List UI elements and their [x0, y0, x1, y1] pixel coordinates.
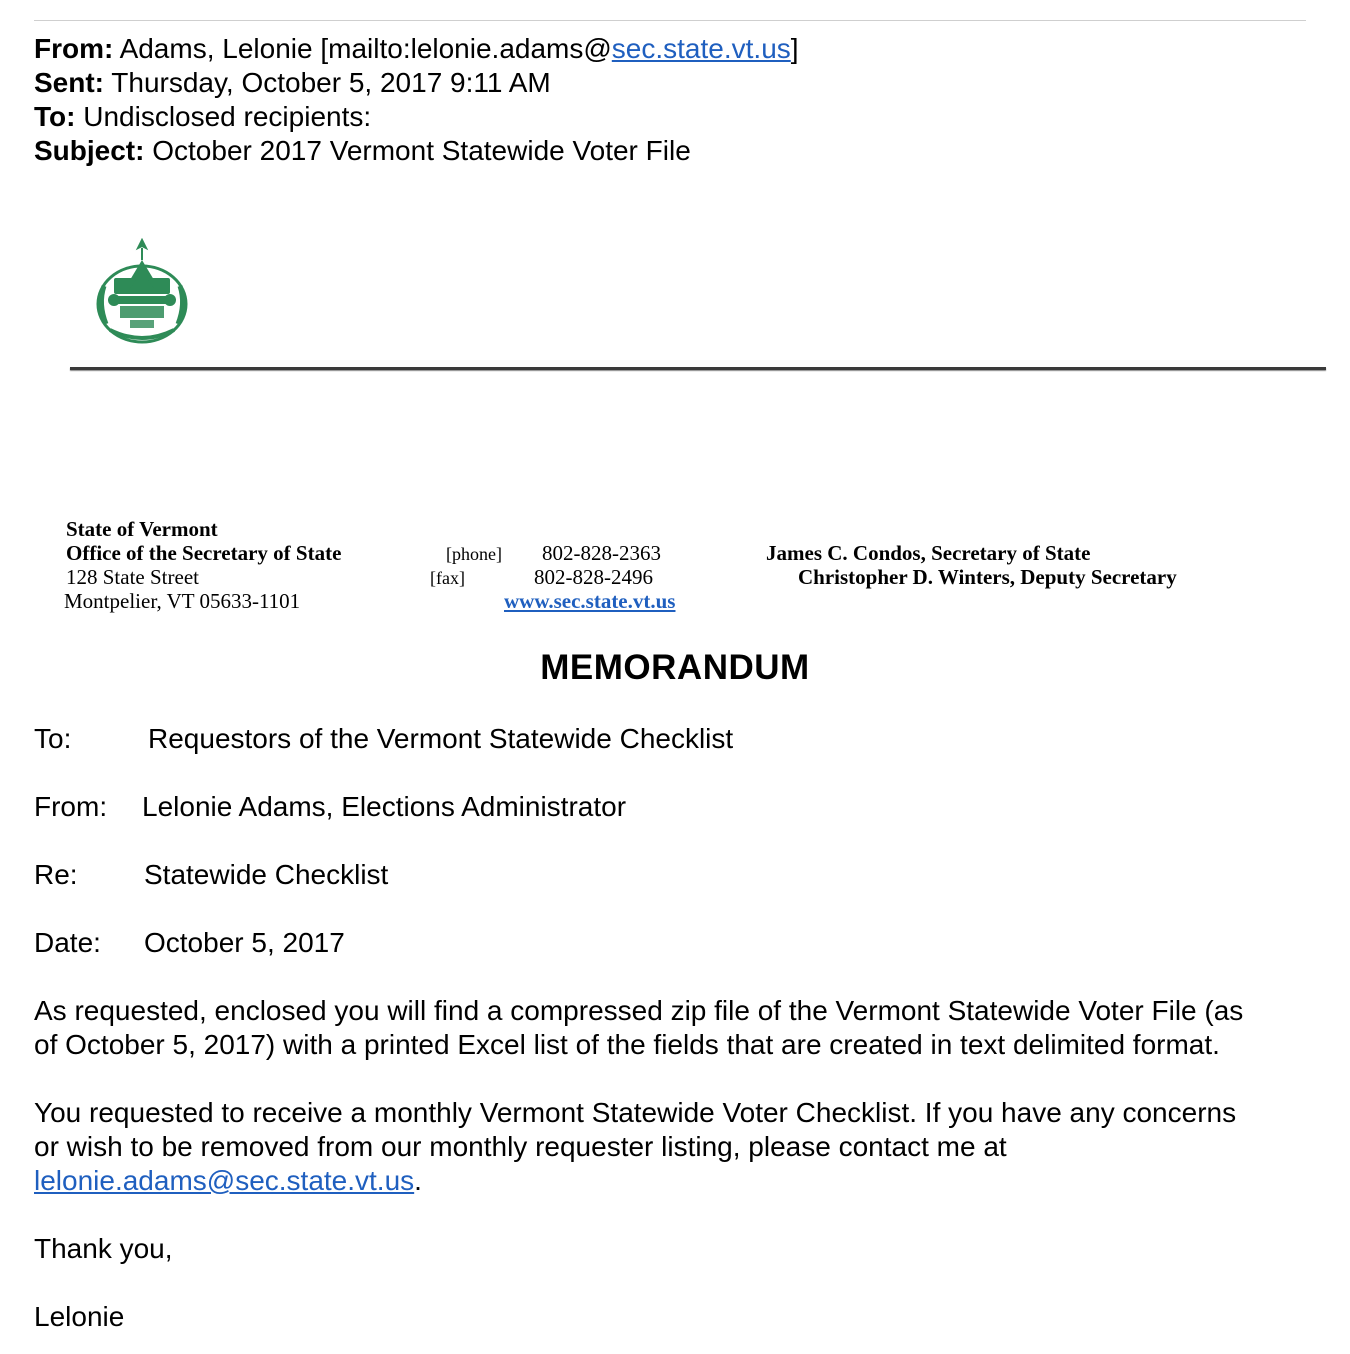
memo-paragraph-2 — [34, 1096, 1324, 1198]
email-subject-value: October 2017 Vermont Statewide Voter File — [152, 135, 691, 166]
email-sent-value: Thursday, October 5, 2017 9:11 AM — [111, 67, 551, 98]
memo-from-label: From: — [34, 791, 108, 822]
contact-email-link[interactable]: lelonie.adams@sec.state.vt.us — [34, 1165, 415, 1196]
email-to-row — [34, 100, 371, 134]
email-to-label: To: — [34, 101, 76, 132]
letterhead-fax: 802-828-2496 — [534, 565, 653, 589]
memo-re-value: Statewide Checklist — [144, 859, 389, 890]
memo-closing: Thank you, — [34, 1233, 173, 1264]
header-divider — [34, 20, 1306, 21]
letterhead-phone-label: [phone] — [446, 544, 502, 564]
letterhead-state: State of Vermont — [66, 517, 218, 541]
memo-to-label: To: — [34, 723, 72, 754]
vermont-state-seal-icon — [90, 238, 194, 348]
email-from-value: Adams, Lelonie [mailto:lelonie.adams@ — [119, 33, 612, 64]
memo-paragraph-2-line-2: or wish to be removed from our monthly requester listing, please contact me at — [34, 1131, 1007, 1162]
memo-from-value: Lelonie Adams, Elections Administrator — [142, 791, 627, 822]
memo-to-value: Requestors of the Vermont Statewide Checklist — [148, 723, 734, 754]
letterhead-address-street: 128 State Street — [66, 565, 199, 589]
email-subject-row — [34, 134, 691, 168]
email-to-value: Undisclosed recipients: — [83, 101, 372, 132]
email-from-row — [34, 32, 799, 66]
memo-date-label: Date: — [34, 927, 101, 958]
email-from-link[interactable]: sec.state.vt.us — [611, 33, 791, 64]
memo-title: MEMORANDUM — [540, 648, 810, 687]
letterhead-phone: 802-828-2363 — [542, 541, 661, 565]
letterhead-website-link[interactable]: www.sec.state.vt.us — [504, 589, 676, 613]
memo-paragraph-1 — [34, 994, 1324, 1062]
letterhead-address-city: Montpelier, VT 05633-1101 — [64, 589, 301, 613]
letterhead-divider — [70, 367, 1326, 370]
memo-date-value: October 5, 2017 — [144, 927, 345, 958]
email-from-label: From: — [34, 33, 114, 64]
letterhead-fax-label: [fax] — [430, 568, 465, 588]
letterhead-office: Office of the Secretary of State — [66, 541, 342, 565]
email-sent-row — [34, 66, 551, 100]
letterhead-deputy: Christopher D. Winters, Deputy Secretary — [798, 565, 1177, 589]
memo-signature: Lelonie — [34, 1301, 125, 1332]
email-from-suffix: ] — [790, 33, 799, 64]
email-subject-label: Subject: — [34, 135, 145, 166]
email-sent-label: Sent: — [34, 67, 104, 98]
memo-paragraph-1-line-1: As requested, enclosed you will find a compressed zip file of the Vermont Statewide Voter File (as — [34, 995, 1244, 1026]
memo-paragraph-2-line-1: You requested to receive a monthly Vermont Statewide Voter Checklist. If you have any concerns — [34, 1097, 1237, 1128]
memo-re-label: Re: — [34, 859, 78, 890]
memo-paragraph-2-period: . — [414, 1165, 422, 1196]
memo-paragraph-1-line-2: of October 5, 2017) with a printed Excel list of the fields that are created in text delimited format. — [34, 1029, 1220, 1060]
memo-paragraph-2-line-3 — [34, 1164, 1324, 1198]
letterhead-secretary: James C. Condos, Secretary of State — [766, 541, 1091, 565]
